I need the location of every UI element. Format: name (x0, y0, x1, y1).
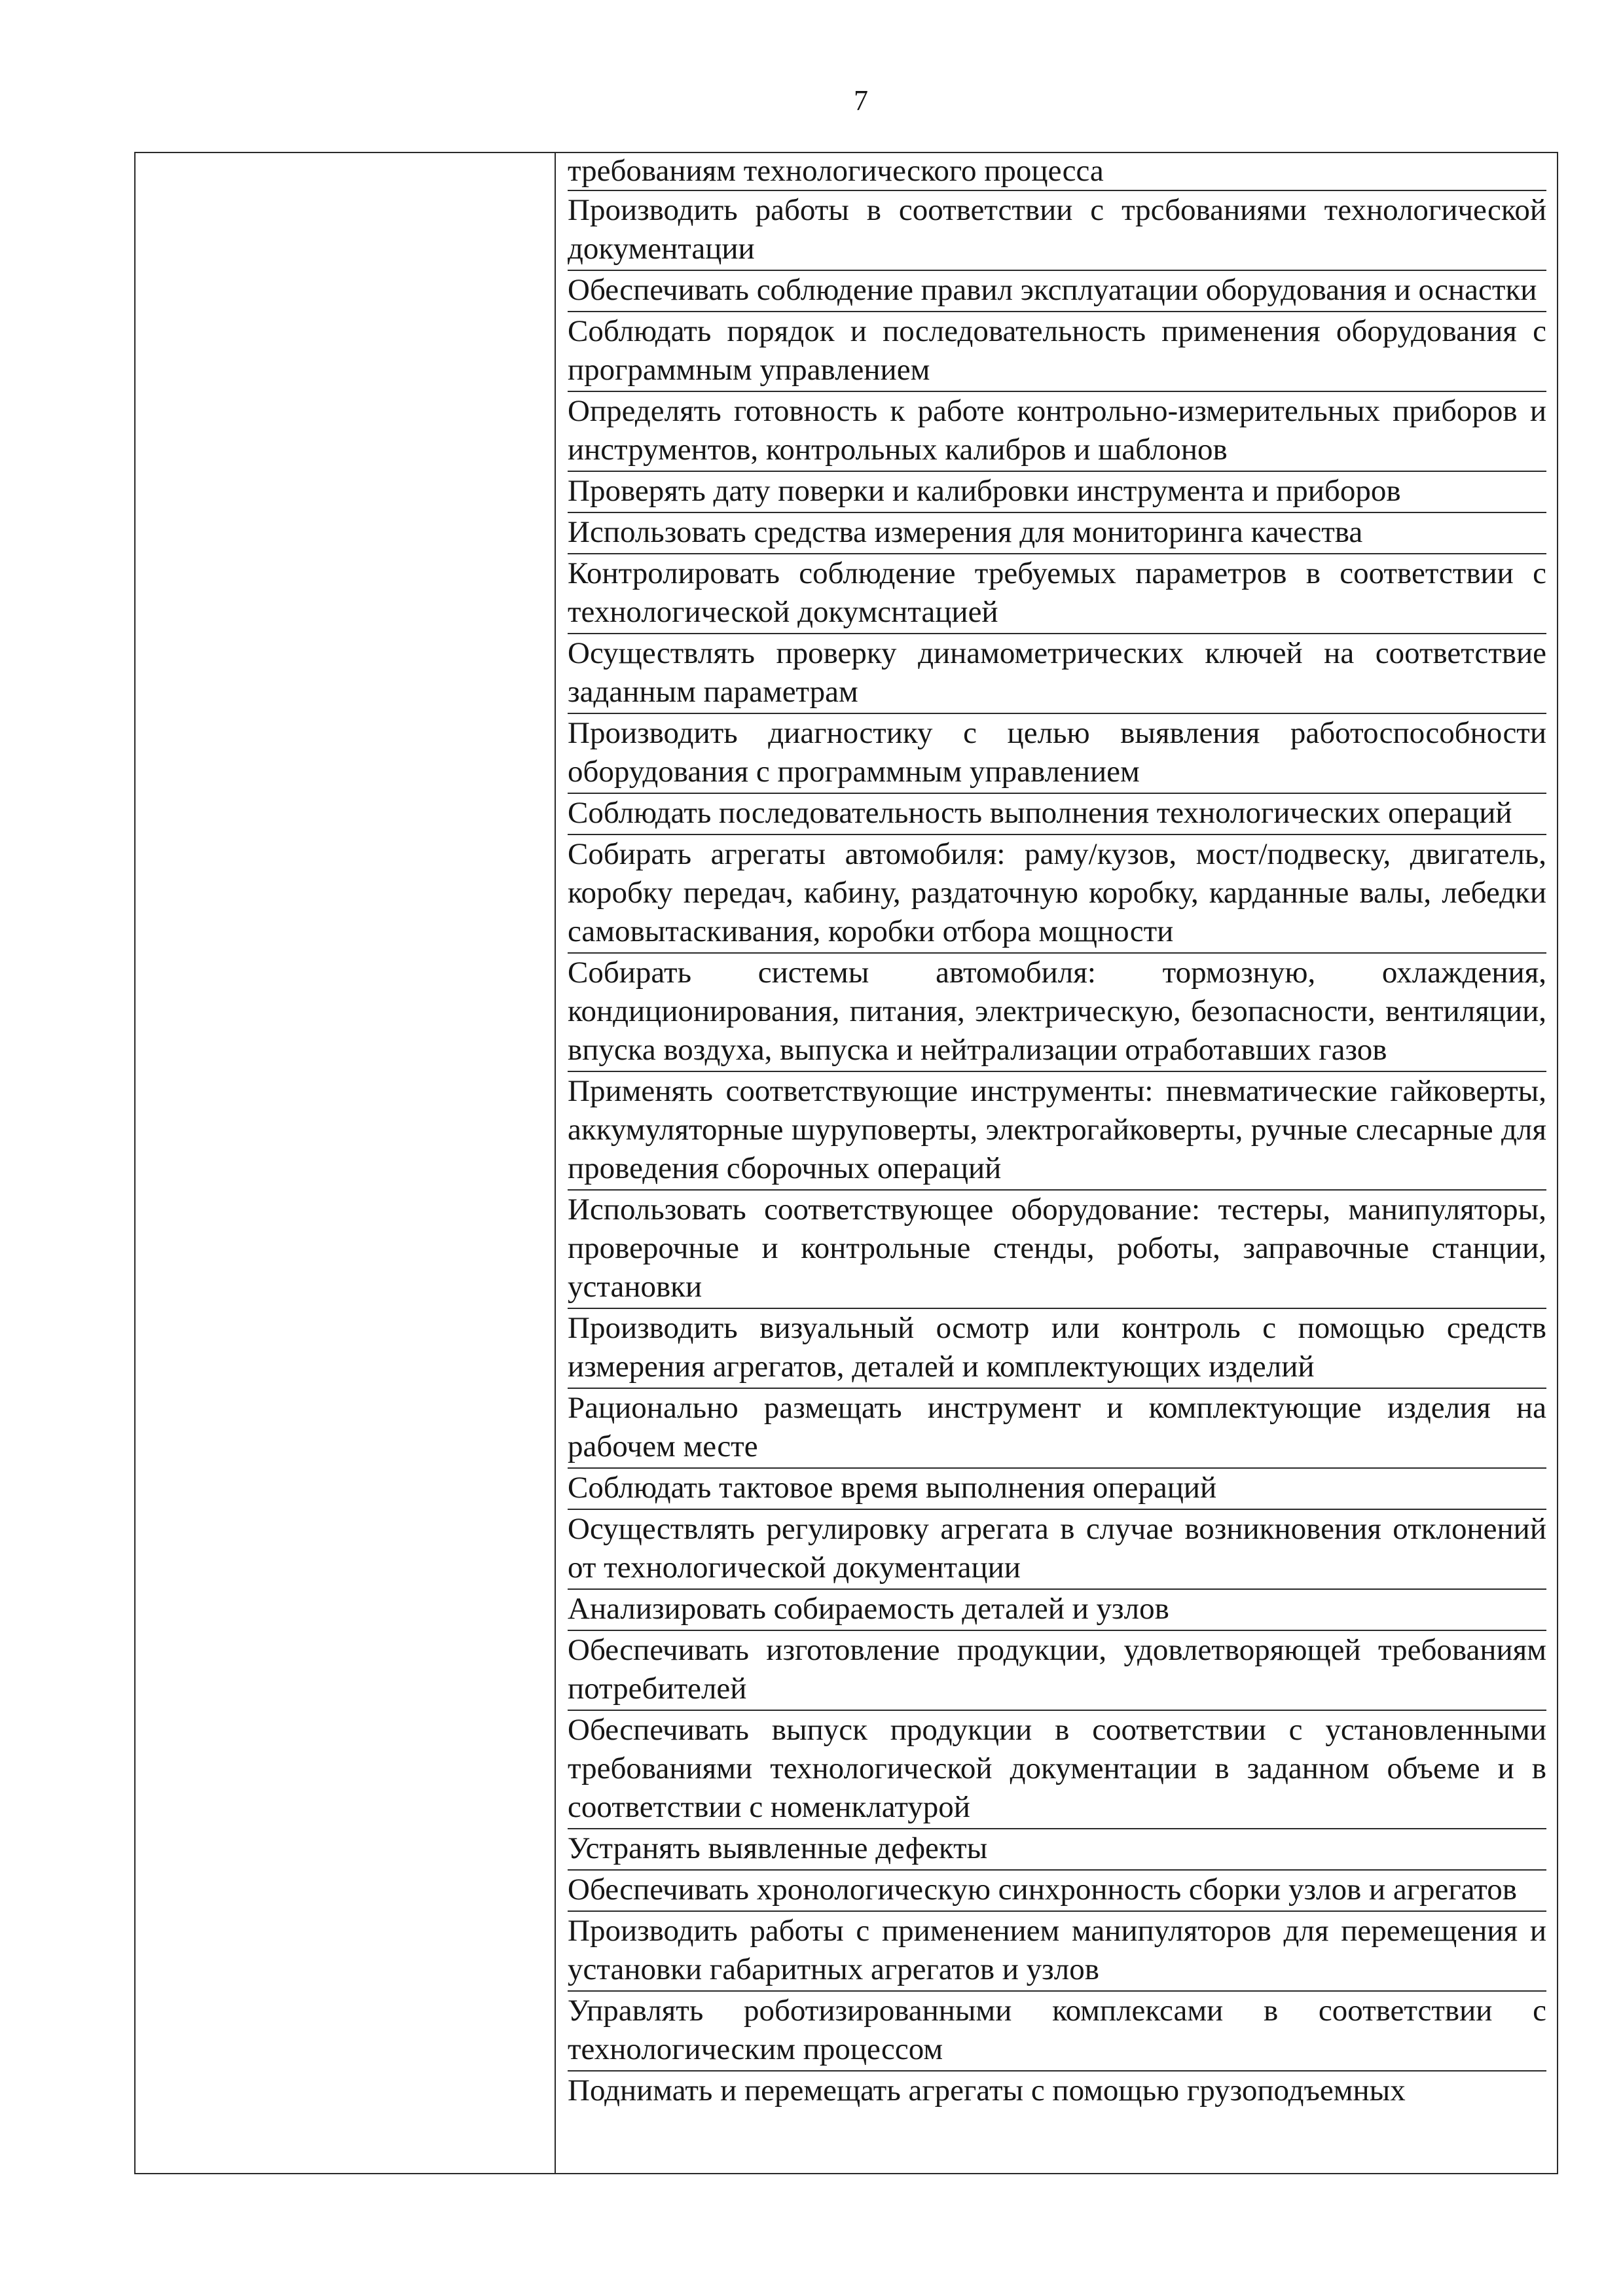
requirement-row: Анализировать собираемость деталей и узлов (568, 1590, 1546, 1631)
requirement-row: Поднимать и перемещать агрегаты с помощью грузоподъемных (568, 2073, 1406, 2108)
requirement-row: Устранять выявленные дефекты (568, 1829, 1546, 1871)
requirement-row: требованиям технологического процесса (568, 153, 1546, 191)
requirement-row: Проверять дату поверки и калибровки инструмента и приборов (568, 472, 1546, 513)
requirement-row: Управлять роботизированными комплексами в соответствии с технологическим процессом (568, 1992, 1546, 2072)
requirement-row: Осуществлять проверку динамометрических ключей на соответствие заданным параметрам (568, 634, 1546, 714)
requirement-row: Использовать средства измерения для мониторинга качества (568, 513, 1546, 554)
requirement-row: Соблюдать порядок и последовательность применения оборудования с программным управлением (568, 312, 1546, 392)
requirement-row: Использовать соответствующее оборудование: тестеры, манипуляторы, проверочные и контрольные стенды, роботы, заправочные станции, установки (568, 1191, 1546, 1309)
requirement-row: Обеспечивать хронологическую синхронность сборки узлов и агрегатов (568, 1871, 1546, 1912)
requirement-row: Соблюдать последовательность выполнения технологических операций (568, 794, 1546, 835)
requirement-row: Соблюдать тактовое время выполнения операций (568, 1469, 1546, 1510)
requirement-row: Применять соответствующие инструменты: пневматические гайковерты, аккумуляторные шуруповерты, электрогайковерты, ручные слесарные для проведения сборочных операций (568, 1072, 1546, 1191)
requirements-table (134, 152, 1558, 2174)
requirement-row: Производить работы с применением манипуляторов для перемещения и установки габаритных агрегатов и узлов (568, 1912, 1546, 1992)
requirements-column (555, 152, 1558, 2174)
requirement-row: Производить визуальный осмотр или контроль с помощью средств измерения агрегатов, деталей и комплектующих изделий (568, 1309, 1546, 1389)
requirement-row: Обеспечивать соблюдение правил эксплуатации оборудования и оснастки (568, 271, 1546, 312)
requirement-row: Определять готовность к работе контрольно-измерительных приборов и инструментов, контрольных калибров и шаблонов (568, 392, 1546, 472)
requirement-row: Обеспечивать изготовление продукции, удовлетворяющей требованиям потребителей (568, 1631, 1546, 1711)
requirement-row: Производить диагностику с целью выявления работоспособности оборудования с программным управлением (568, 714, 1546, 794)
requirement-row: Контролировать соблюдение требуемых параметров в соответствии с технологической докумснтацией (568, 554, 1546, 634)
requirement-row: Осуществлять регулировку агрегата в случае возникновения отклонений от технологической документации (568, 1510, 1546, 1590)
requirement-row: Собирать агрегаты автомобиля: раму/кузов, мост/подвеску, двигатель, коробку передач, кабину, раздаточную коробку, карданные валы, лебедки самовытаскивания, коробки отбора мощности (568, 835, 1546, 954)
requirement-row: Рационально размещать инструмент и комплектующие изделия на рабочем месте (568, 1389, 1546, 1469)
left-empty-column (135, 152, 555, 2174)
page-number: 7 (854, 84, 868, 117)
requirement-row: Обеспечивать выпуск продукции в соответствии с установленными требованиями технологической документации в заданном объеме и в соответствии с номенклатурой (568, 1711, 1546, 1829)
requirement-row: Собирать системы автомобиля: тормозную, охлаждения, кондиционирования, питания, электрическую, безопасности, вентиляции, впуска воздуха, выпуска и нейтрализации отработавших газов (568, 954, 1546, 1072)
requirement-row: Производить работы в соответствии с трсбованиями технологической документации (568, 191, 1546, 271)
